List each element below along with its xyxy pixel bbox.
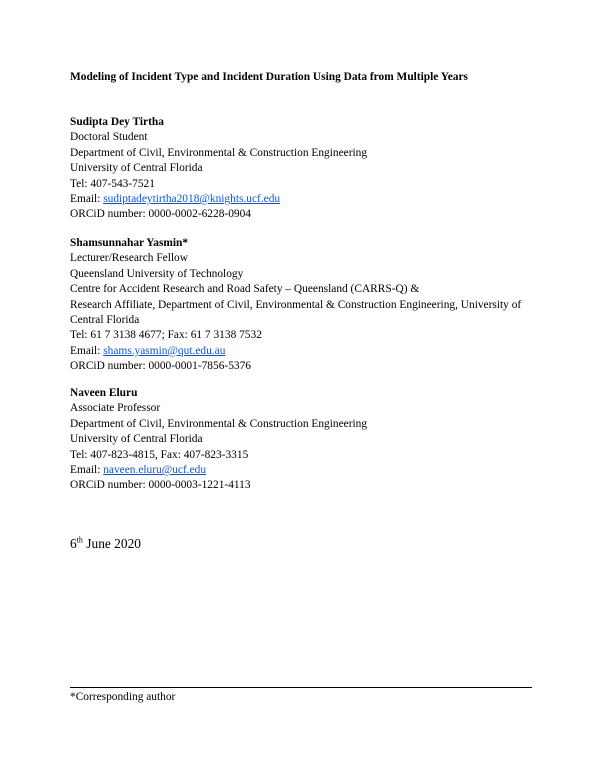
author-tel: Tel: 61 7 3138 4677; Fax: 61 7 3138 7532 — [70, 329, 262, 342]
author-email-line — [70, 192, 540, 207]
date-suffix: th — [76, 535, 83, 545]
footnote-corresponding-author: *Corresponding author — [70, 691, 176, 703]
author-block-eluru — [70, 386, 540, 494]
author-name: Sudipta Dey Tirtha — [70, 116, 164, 128]
author-role: Associate Professor — [70, 402, 161, 415]
email-label: Email: — [70, 464, 104, 477]
author-block-yasmin — [70, 236, 540, 375]
author-tel: Tel: 407-543-7521 — [70, 177, 155, 190]
author-affiliation: University of Central Florida — [70, 433, 203, 446]
author-name: Shamsunnahar Yasmin* — [70, 237, 189, 249]
author-orcid: ORCiD number: 0000-0001-7856-5376 — [70, 360, 251, 373]
author-affiliation: Centre for Accident Research and Road Safety – Queensland (CARRS-Q) & — [70, 283, 420, 296]
author-role: Lecturer/Research Fellow — [70, 252, 188, 265]
email-label: Email: — [70, 193, 104, 206]
author-affiliation: University of Central Florida — [70, 162, 203, 175]
author-affiliation: Department of Civil, Environmental & Construction Engineering — [70, 146, 368, 159]
author-affiliation: Queensland University of Technology — [70, 267, 244, 280]
author-email-line — [70, 344, 540, 359]
paper-title: Modeling of Incident Type and Incident Duration Using Data from Multiple Years — [70, 71, 468, 83]
email-link[interactable]: sudiptadeytirtha2018@knights.ucf.edu — [103, 193, 281, 206]
date-rest: June 2020 — [82, 536, 141, 551]
submission-date — [70, 535, 141, 553]
email-label: Email: — [70, 344, 104, 357]
author-email-line — [70, 463, 540, 478]
author-name: Naveen Eluru — [70, 387, 138, 399]
author-affiliation: Department of Civil, Environmental & Construction Engineering — [70, 417, 368, 430]
author-orcid: ORCiD number: 0000-0002-6228-0904 — [70, 208, 251, 221]
footnote-divider — [70, 687, 532, 688]
author-role: Doctoral Student — [70, 131, 148, 144]
author-orcid: ORCiD number: 0000-0003-1221-4113 — [70, 479, 251, 492]
author-affiliation: Research Affiliate, Department of Civil, Environmental & Construction Engineering, University of Central Florida — [70, 298, 522, 327]
email-link[interactable]: naveen.eluru@ucf.edu — [103, 464, 207, 477]
author-block-tirtha — [70, 115, 540, 223]
author-tel: Tel: 407-823-4815, Fax: 407-823-3315 — [70, 448, 249, 461]
date-day: 6 — [70, 536, 77, 551]
email-link[interactable]: shams.yasmin@qut.edu.au — [103, 344, 226, 357]
